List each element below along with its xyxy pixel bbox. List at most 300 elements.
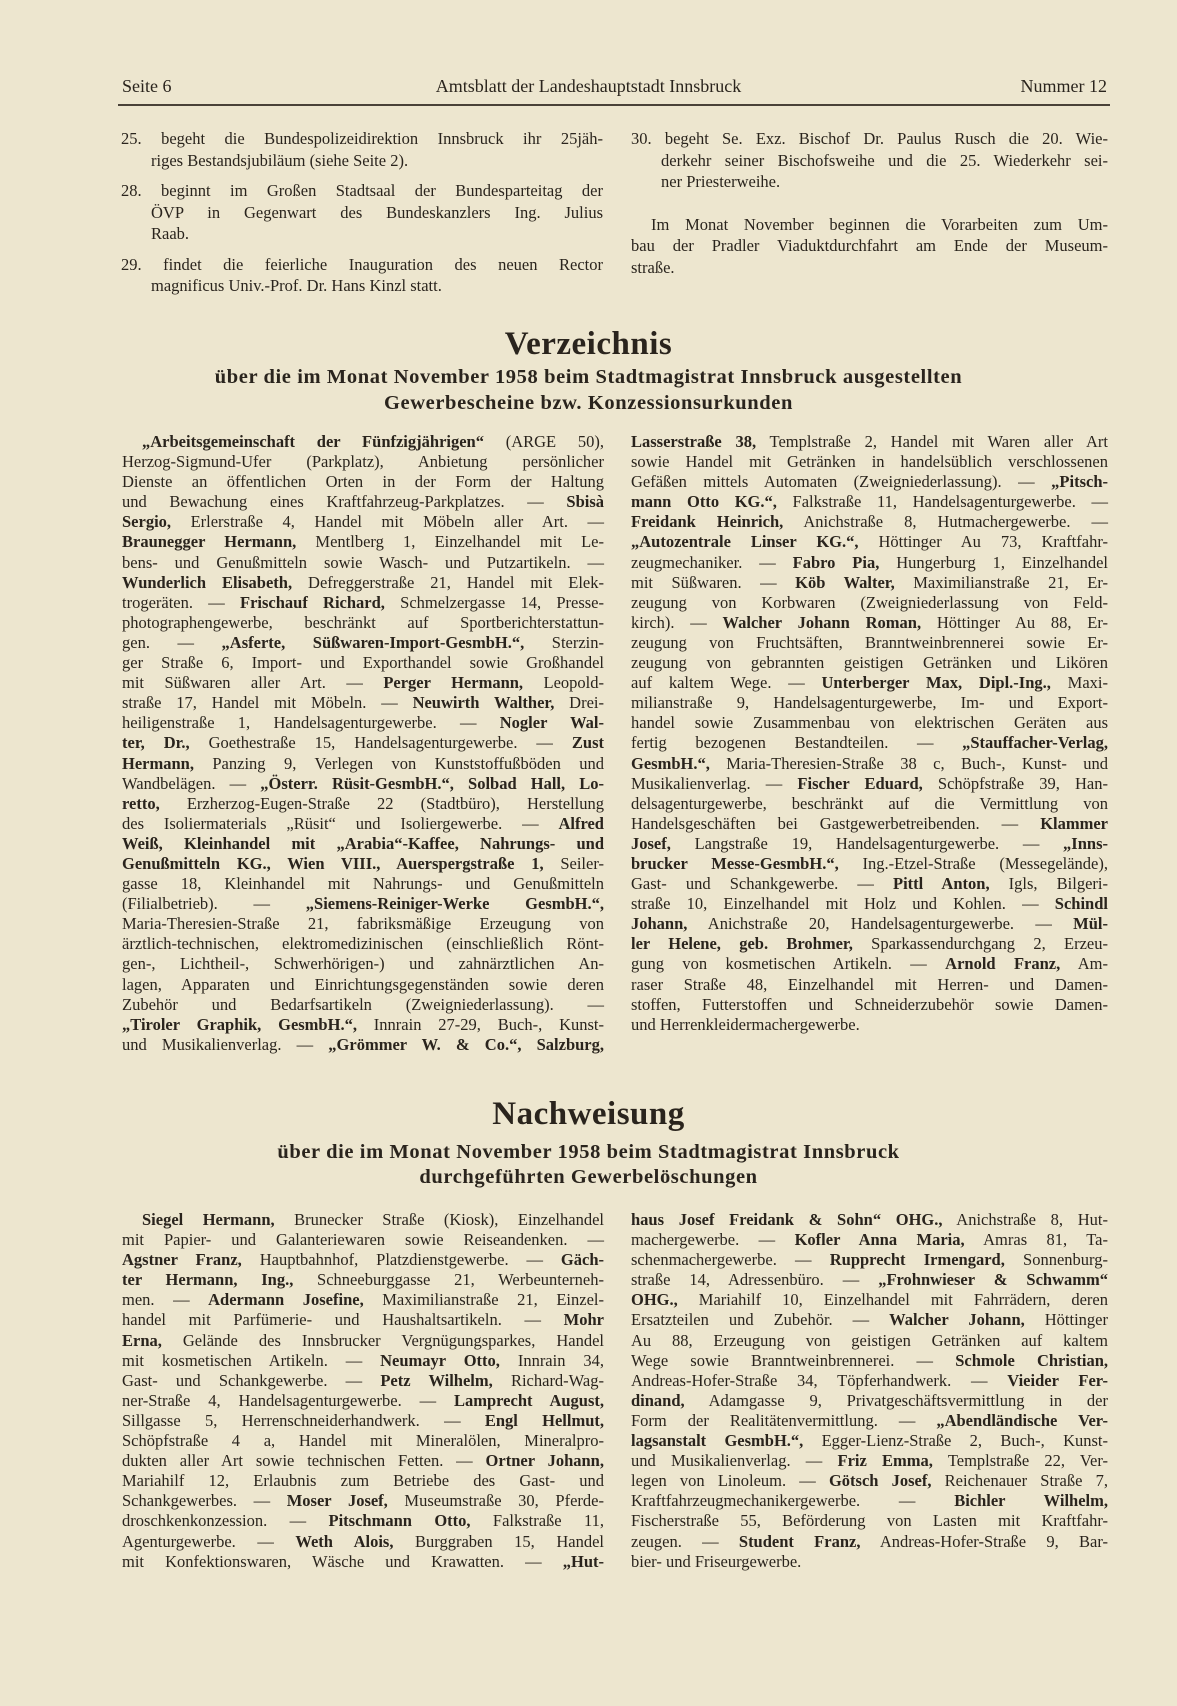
verzeichnis-right-column [631, 432, 1108, 1035]
entry-name: „Grömmer W. & Co.“, Salzburg, [328, 1034, 604, 1054]
entry-name: Zust [571, 733, 604, 753]
entry-name: „Tiroler Graphik, GesmbH.“, [122, 1014, 357, 1034]
text-line [122, 894, 604, 914]
entry-name: Bichler Wilhelm, [954, 1491, 1108, 1511]
entry-name: „Abendländische Ver- [936, 1410, 1108, 1430]
text-line [631, 128, 1108, 150]
entry-text: Templstraße 2, Handel mit Waren aller Art [756, 432, 1108, 451]
text-line [121, 202, 603, 224]
entry-text: Ersatzteilen und Zubehör. — [631, 1310, 890, 1330]
text-line [122, 995, 604, 1015]
entry-name: Unterberger Max, Dipl.-Ing., [821, 673, 1051, 693]
text-line [122, 1015, 604, 1035]
entry-name: Neuwirth Walther, [412, 693, 555, 713]
entry-text: Falkstraße 11, Handelsagenturgewerbe. — [776, 492, 1109, 512]
entry-name: Pittl Anton, [893, 874, 990, 894]
entry-text: Fischerstraße 55, Beförderung von Lasten mit Kraftfahr- [631, 1511, 1108, 1531]
entry-name: Johann, [631, 914, 688, 934]
entry-text: Amras 81, Ta- [964, 1230, 1108, 1250]
text-line [122, 774, 604, 794]
entry-text: Panzing 9, Verlegen von Kunststoffußböden und [193, 753, 604, 773]
entry-text: straße 14, Adressenbüro. — [631, 1270, 879, 1290]
entry-text: handel mit Parfümerie- und Haushaltsartikeln. — [122, 1310, 564, 1330]
entry-name: Perger Hermann, [383, 673, 524, 693]
text-line [122, 1310, 604, 1330]
text-line [122, 1471, 604, 1491]
entry-text: zeugung von Fruchtsäften, Branntweinbrennerei sowie Er- [631, 632, 1108, 652]
entry-text: zeugung von Korbwaren (Zweigniederlassung von Feld- [631, 592, 1108, 612]
entry-text: 25. begeht die Bundespolizeidirektion Innsbruck ihr 25jäh- [121, 129, 603, 148]
entry-name: Agstner Franz, [122, 1250, 242, 1270]
entry-text: Museumstraße 30, Pferde- [387, 1491, 604, 1511]
entry-name: retto, [122, 793, 160, 813]
entry-text: Schneeburggasse 21, Werbeunterneh- [293, 1270, 604, 1290]
entry-name: Arnold Franz, [945, 954, 1061, 974]
text-line [631, 512, 1108, 532]
chronicle-right-column [631, 128, 1108, 278]
text-line [631, 834, 1108, 854]
text-line [631, 713, 1108, 733]
entry-text: magnificus Univ.-Prof. Dr. Hans Kinzl statt. [151, 276, 442, 295]
entry-text: bens- und Genußmitteln sowie Wasch- und Putzartikeln. — [122, 552, 604, 572]
entry-name: Genußmitteln KG., Wien VIII., Auerspergstraße 1, [122, 853, 544, 873]
text-line [631, 492, 1108, 512]
entry-text: Brunecker Straße (Kiosk), Einzelhandel [274, 1210, 604, 1229]
entry-text: Gast- und Schankgewerbe. — [631, 874, 893, 894]
section-title-verzeichnis: Verzeichnis [504, 326, 673, 362]
entry-text: Erlerstraße 4, Handel mit Möbeln aller Art. — [171, 512, 604, 532]
text-line [631, 1411, 1108, 1431]
page-number: Seite 6 [122, 76, 172, 96]
text-line [122, 432, 604, 452]
entry-text: Schankgewerbes. — [122, 1491, 287, 1511]
entry-name: „Österr. Rüsit-GesmbH.“, Solbad Hall, Lo- [260, 773, 604, 793]
header-rule [118, 104, 1110, 106]
text-line [122, 653, 604, 673]
text-line [122, 693, 604, 713]
entry-name: Moser Josef, [286, 1491, 388, 1511]
text-line [122, 1270, 604, 1290]
text-line [631, 1532, 1108, 1552]
entry-text: stoffen, Futterstoffen und Schneiderzubehör sowie Damen- [631, 994, 1108, 1014]
entry-text: Andreas-Hofer-Straße 34, Töpferhandwerk. — [631, 1370, 1008, 1390]
section-title-nachweisung: Nachweisung [492, 1096, 685, 1132]
entry-text: (Filialbetrieb). — [122, 894, 306, 914]
text-line [631, 214, 1108, 236]
entry-name: mann Otto KG.“, [631, 492, 777, 512]
entry-text: Sillgasse 5, Herrenschneiderhandwerk. — [122, 1410, 485, 1430]
text-line [122, 854, 604, 874]
entry-text: gen-, Lichtheil-, Schwerhörigen-) und zahnärztlichen An- [122, 954, 604, 974]
entry-text: Langstraße 19, Handelsagenturgewerbe. — [670, 833, 1064, 853]
text-line [631, 1250, 1108, 1270]
text-line [122, 754, 604, 774]
entry-text: Richard-Wag- [492, 1370, 604, 1390]
entry-text: Sterzin- [524, 632, 604, 652]
entry-name: Freidank Heinrich, [631, 512, 784, 532]
text-line [631, 1491, 1108, 1511]
entry-name: Josef, [631, 833, 671, 853]
text-line [122, 492, 604, 512]
entry-text: Leopold- [523, 673, 605, 693]
entry-name: Schmole Christian, [955, 1350, 1108, 1370]
entry-text: mit kosmetischen Artikeln. — [122, 1350, 381, 1370]
text-line [631, 633, 1108, 653]
entry-name: „Arbeitsgemeinschaft der Fünfzigjährigen“ [142, 432, 484, 451]
entry-name: Fabro Pia, [792, 552, 880, 572]
text-line [631, 1431, 1108, 1451]
text-line [631, 894, 1108, 914]
entry-name: Wunderlich Elisabeth, [122, 572, 293, 592]
entry-text: Zubehör und Bedarfsartikeln (Zweigniederlassung). — [122, 994, 604, 1014]
entry-text: handel sowie Zusammenbau von elektrischen Geräten aus [631, 713, 1108, 733]
entry-text: Au 88, Erzeugung von geistigen Getränken auf kaltem [631, 1330, 1108, 1350]
chronicle-item [121, 254, 603, 297]
text-line [122, 532, 604, 552]
entry-name: „Inns- [1063, 833, 1108, 853]
entry-text: Schöpfstraße 39, Han- [922, 773, 1108, 793]
entry-text: zeugmechaniker. — [631, 552, 793, 572]
text-line [121, 180, 603, 202]
entry-text: Adamgasse 9, Privatgeschäftsvermittlung in der [684, 1390, 1108, 1410]
entry-name: Erna, [122, 1330, 162, 1350]
text-line [122, 512, 604, 532]
entry-name: Walcher Johann, [889, 1310, 1025, 1330]
entry-text: straße 10, Einzelhandel mit Holz und Kohlen. — [631, 894, 1055, 914]
entry-text: (ARGE 50), [483, 432, 604, 451]
entry-text: Drei- [554, 693, 604, 713]
entry-text: gen. — [122, 632, 222, 652]
entry-name: Braunegger Hermann, [122, 532, 297, 552]
entry-text: bier- und Friseurgewerbe. [631, 1551, 802, 1571]
chronicle-note [631, 214, 1108, 279]
entry-text: Mariahilf 10, Einzelhandel mit Fahrrädern, deren [677, 1290, 1108, 1310]
entry-text: und Bewachung eines Kraftfahrzeug-Parkplatzes. — [122, 492, 567, 512]
entry-text: Andreas-Hofer-Straße 9, Bar- [860, 1531, 1108, 1551]
entry-text: Gefäßen mittels Automaten (Zweigniederlassung). — [631, 472, 1052, 492]
text-line [631, 673, 1108, 693]
text-line [122, 934, 604, 954]
entry-name: „Autozentrale Linser KG.“, [631, 532, 859, 552]
entry-name: Rupprecht Irmengard, [829, 1250, 1005, 1270]
text-line [122, 1371, 604, 1391]
text-line [122, 1411, 604, 1431]
text-line [122, 1552, 604, 1572]
entry-text: straße. [631, 257, 675, 277]
text-line [122, 1230, 604, 1250]
entry-text: und Musikalienverlag. — [122, 1034, 329, 1054]
text-line [631, 150, 1108, 172]
entry-name: Lasserstraße 38, [631, 432, 757, 451]
entry-text: Höttinger Au 88, Er- [921, 612, 1108, 632]
entry-text: Sonnenburg- [1004, 1250, 1108, 1270]
text-line [631, 733, 1108, 753]
entry-name: Weth Alois, [295, 1531, 394, 1551]
entry-text: sowie Handel mit Getränken in handelsüblich verschlossenen [631, 452, 1108, 472]
entry-text: droschkenkonzession. — [122, 1511, 329, 1531]
entry-text: heiligenstraße 1, Handelsagenturgewerbe. — [122, 713, 500, 733]
entry-text: und Herrenkleidermachergewerbe. [631, 1014, 860, 1034]
text-line [122, 553, 604, 573]
entry-name: Klammer [1040, 813, 1108, 833]
entry-name: Mohr [563, 1310, 604, 1330]
entry-name: Pitschmann Otto, [328, 1511, 471, 1531]
text-line [631, 814, 1108, 834]
text-line [631, 613, 1108, 633]
entry-name: Mül- [1073, 914, 1108, 934]
section-subtitle: über die im Monat November 1958 beim Stadtmagistrat Innsbruck ausgestellten [214, 366, 963, 388]
text-line [631, 472, 1108, 492]
text-line [631, 171, 1108, 193]
text-line [631, 1391, 1108, 1411]
entry-name: „Asferte, Süßwaren-Import-GesmbH.“, [221, 632, 525, 652]
entry-text: Handelsgeschäften bei Gastgewerbetreibenden. — [631, 813, 1041, 833]
text-line [122, 814, 604, 834]
entry-text: des Isoliermaterials „Rüsit“ und Isoliergewerbe. — [122, 813, 559, 833]
text-line [631, 854, 1108, 874]
text-line [631, 235, 1108, 257]
text-line [122, 1491, 604, 1511]
entry-text: mit Süßwaren. — [631, 572, 796, 592]
entry-text: riges Bestandsjubiläum (siehe Seite 2). [151, 150, 409, 170]
text-line [122, 975, 604, 995]
text-line [631, 954, 1108, 974]
text-line [122, 834, 604, 854]
entry-text: Musikalienverlag. — [631, 773, 798, 793]
entry-text: Gast- und Schankgewerbe. — [122, 1370, 381, 1390]
entry-name: brucker Messe-GesmbH.“, [631, 853, 839, 873]
text-line [631, 975, 1108, 995]
chronicle-left-column [121, 128, 603, 306]
text-line [631, 693, 1108, 713]
entry-text: auf kaltem Wege. — [631, 673, 822, 693]
text-line [121, 223, 603, 245]
text-line [631, 1270, 1108, 1290]
text-line [122, 613, 604, 633]
entry-text: delsagenturgewerbe, beschränkt auf die Vermittlung von [631, 793, 1108, 813]
text-line [122, 1451, 604, 1471]
entry-text: raser Straße 48, Einzelhandel mit Herren- und Damen- [631, 974, 1108, 994]
entry-name: Sbisà [566, 492, 604, 512]
entry-text: schenmachergewerbe. — [631, 1250, 830, 1270]
text-line [631, 1331, 1108, 1351]
chronicle-item [121, 128, 603, 171]
entry-text: Am- [1060, 954, 1108, 974]
text-line [631, 934, 1108, 954]
entry-text: straße 17, Handel mit Möbeln. — [122, 693, 413, 713]
text-line [631, 653, 1108, 673]
entry-text: Raab. [151, 224, 190, 243]
text-line [122, 1351, 604, 1371]
entry-name: „Siemens-Reiniger-Werke GesmbH.“, [305, 894, 604, 914]
entry-text: Höttinger [1024, 1310, 1108, 1330]
text-line [631, 532, 1108, 552]
entry-text: und Musikalienverlag. — [631, 1451, 838, 1471]
chronicle-item [121, 180, 603, 245]
entry-text: Maximilianstraße 21, Einzel- [363, 1290, 604, 1310]
text-line [631, 774, 1108, 794]
text-line [631, 914, 1108, 934]
entry-name: Götsch Josef, [828, 1471, 932, 1491]
entry-text: ger Straße 6, Import- und Exporthandel sowie Großhandel [122, 653, 604, 673]
text-line [122, 1290, 604, 1310]
entry-text: Gelände des Innsbrucker Vergnügungsparkes, Handel [161, 1330, 604, 1350]
text-line [121, 128, 603, 150]
entry-text: Agenturgewerbe. — [122, 1531, 296, 1551]
entry-text: Templstraße 22, Ver- [932, 1451, 1108, 1471]
chronicle-item [631, 128, 1108, 193]
entry-name: Fischer Eduard, [797, 773, 923, 793]
text-line [631, 1210, 1108, 1230]
entry-text: Defreggerstraße 21, Handel mit Elek- [292, 572, 604, 592]
text-line [122, 573, 604, 593]
entry-text: Hauptbahnhof, Platzdienstgewerbe. — [241, 1250, 561, 1270]
text-line [122, 794, 604, 814]
entry-text: Hungerburg 1, Einzelhandel [879, 552, 1108, 572]
entry-text: Schöpfstraße 4 a, Handel mit Mineralölen, Mineralpro- [122, 1431, 604, 1451]
section-subtitle: Gewerbescheine bzw. Konzessionsurkunden [384, 392, 793, 414]
text-line [631, 794, 1108, 814]
entry-name: Student Franz, [738, 1531, 861, 1551]
text-line [122, 954, 604, 974]
entry-text: bau der Pradler Viaduktdurchfahrt am Ende der Museum- [631, 236, 1108, 255]
entry-text: gasse 18, Kleinhandel mit Nahrungs- und Genußmitteln [122, 874, 604, 894]
entry-text: trogeräten. — [122, 592, 240, 612]
entry-text: Innrain 27-29, Buch-, Kunst- [356, 1014, 605, 1034]
entry-text: Anichstraße 8, Hutmachergewerbe. — [783, 512, 1108, 532]
entry-name: OHG., [631, 1290, 678, 1310]
text-line [122, 472, 604, 492]
text-line [122, 633, 604, 653]
entry-text: Form der Realitätenvermittlung. — [631, 1410, 937, 1430]
entry-name: Köb Walter, [795, 572, 895, 592]
entry-text: Herzog-Sigmund-Ufer (Parkplatz), Anbietung persönlicher [122, 452, 604, 472]
entry-name: Schindl [1054, 894, 1108, 914]
text-line [631, 1351, 1108, 1371]
entry-name: Nogler Wal- [499, 713, 604, 733]
entry-text: milianstraße 9, Handelsagenturgewerbe, Im- und Export- [631, 693, 1108, 713]
entry-name: Sergio, [122, 512, 172, 532]
entry-text: Ing.-Etzel-Straße (Messegelände), [838, 853, 1108, 873]
entry-text: mit Süßwaren aller Art. — [122, 673, 384, 693]
text-line [631, 1230, 1108, 1250]
entry-text: Innrain 34, [499, 1350, 604, 1370]
entry-text: fertig bezogenen Bestandteilen. — [631, 733, 963, 753]
entry-text: Anichstraße 20, Handelsagenturgewerbe. — [687, 914, 1074, 934]
entry-name: Gäch- [560, 1250, 604, 1270]
entry-text: mit Konfektionswaren, Wäsche und Krawatten. — [122, 1551, 563, 1571]
entry-text: ärztlich-technischen, elektromedizinischen (einschließlich Rönt- [122, 934, 604, 954]
text-line [122, 1391, 604, 1411]
text-line [121, 275, 603, 297]
entry-text: lagen, Apparaten und Einrichtungsgegenständen sowie deren [122, 974, 604, 994]
entry-text: zeugung von gebrannten geistigen Getränken und Likören [631, 653, 1108, 673]
text-line [122, 1532, 604, 1552]
entry-text: Goethestraße 15, Handelsagenturgewerbe. — [189, 733, 572, 753]
entry-name: „Pitsch- [1051, 472, 1108, 492]
entry-name: „Frohnwieser & Schwamm“ [878, 1270, 1108, 1290]
text-line [122, 733, 604, 753]
text-line [631, 452, 1108, 472]
issue-number: Nummer 12 [1020, 76, 1107, 96]
entry-text: dukten aller Art sowie technischen Fetten. — [122, 1451, 486, 1471]
entry-text: Höttinger Au 73, Kraftfahr- [858, 532, 1108, 552]
entry-text: Wege sowie Branntweinbrennerei. — [631, 1350, 956, 1370]
entry-name: ler Helene, geb. Brohmer, [631, 934, 853, 954]
entry-name: Petz Wilhelm, [380, 1370, 493, 1390]
text-line [122, 914, 604, 934]
entry-name: Hermann, [122, 753, 194, 773]
entry-text: machergewerbe. — [631, 1230, 795, 1250]
text-line [122, 452, 604, 472]
entry-text: Burggraben 15, Handel [393, 1531, 604, 1551]
text-line [631, 1290, 1108, 1310]
text-line [631, 1015, 1108, 1035]
entry-name: Weiß, Kleinhandel mit „Arabia“-Kaffee, Nahrungs- und [122, 833, 604, 853]
entry-name: Kofler Anna Maria, [794, 1230, 965, 1250]
text-line [122, 1250, 604, 1270]
entry-text: Sparkassendurchgang 2, Erzeu- [852, 934, 1108, 954]
text-line [122, 713, 604, 733]
entry-text: Maxi- [1050, 673, 1108, 693]
entry-text: Maria-Theresien-Straße 21, fabriksmäßige Erzeugung von [122, 914, 604, 934]
text-line [122, 1431, 604, 1451]
entry-text: kirch). — [631, 612, 723, 632]
text-line [631, 995, 1108, 1015]
text-line [122, 1511, 604, 1531]
entry-text: legen von Linoleum. — [631, 1471, 829, 1491]
text-line [121, 254, 603, 276]
entry-text: mit Papier- und Galanteriewaren sowie Reiseandenken. — [122, 1230, 604, 1250]
entry-text: Wandbelägen. — [122, 773, 261, 793]
nachweisung-right-column [631, 1210, 1108, 1572]
entry-text: Schmelzergasse 14, Presse- [384, 592, 604, 612]
entry-text: ner-Straße 4, Handelsagenturgewerbe. — [122, 1390, 454, 1410]
text-line [631, 257, 1108, 279]
text-line [631, 1511, 1108, 1531]
entry-name: Neumayr Otto, [380, 1350, 500, 1370]
entry-text: ÖVP in Gegenwart des Bundeskanzlers Ing. Julius [151, 202, 603, 222]
entry-name: lagsanstalt GesmbH.“, [631, 1431, 804, 1451]
entry-name: haus Josef Freidank & Sohn“ OHG., [631, 1210, 943, 1229]
text-line [122, 1210, 604, 1230]
entry-text: men. — [122, 1290, 209, 1310]
entry-text: Kraftfahrzeugmechanikergewerbe. — [631, 1491, 955, 1511]
text-line [122, 1331, 604, 1351]
entry-text: derkehr seiner Bischofsweihe und die 25. Wiederkehr sei- [661, 150, 1108, 170]
entry-name: „Hut- [562, 1551, 604, 1571]
text-line [122, 874, 604, 894]
entry-text: Maximilianstraße 21, Er- [894, 572, 1108, 592]
text-line [122, 673, 604, 693]
entry-text: Igls, Bilgeri- [989, 874, 1108, 894]
entry-text: Egger-Lienz-Straße 2, Buch-, Kunst- [803, 1431, 1108, 1451]
text-line [631, 874, 1108, 894]
entry-name: „Stauffacher-Verlag, [962, 733, 1108, 753]
entry-name: Lamprecht August, [453, 1390, 605, 1410]
entry-name: Engl Hellmut, [484, 1410, 604, 1430]
text-line [121, 150, 603, 172]
entry-name: Siegel Hermann, [142, 1210, 275, 1229]
entry-text: zeugen. — [631, 1531, 739, 1551]
entry-text: Im Monat November beginnen die Vorarbeiten zum Um- [651, 214, 1108, 234]
entry-text: 30. begeht Se. Exz. Bischof Dr. Paulus Rusch die 20. Wie- [631, 129, 1108, 148]
text-line [631, 1371, 1108, 1391]
entry-name: Adermann Josefine, [208, 1290, 364, 1310]
text-line [631, 1451, 1108, 1471]
entry-name: Friz Emma, [837, 1451, 933, 1471]
entry-text: Dienste an öffentlichen Orten in der Form der Haltung [122, 472, 604, 492]
